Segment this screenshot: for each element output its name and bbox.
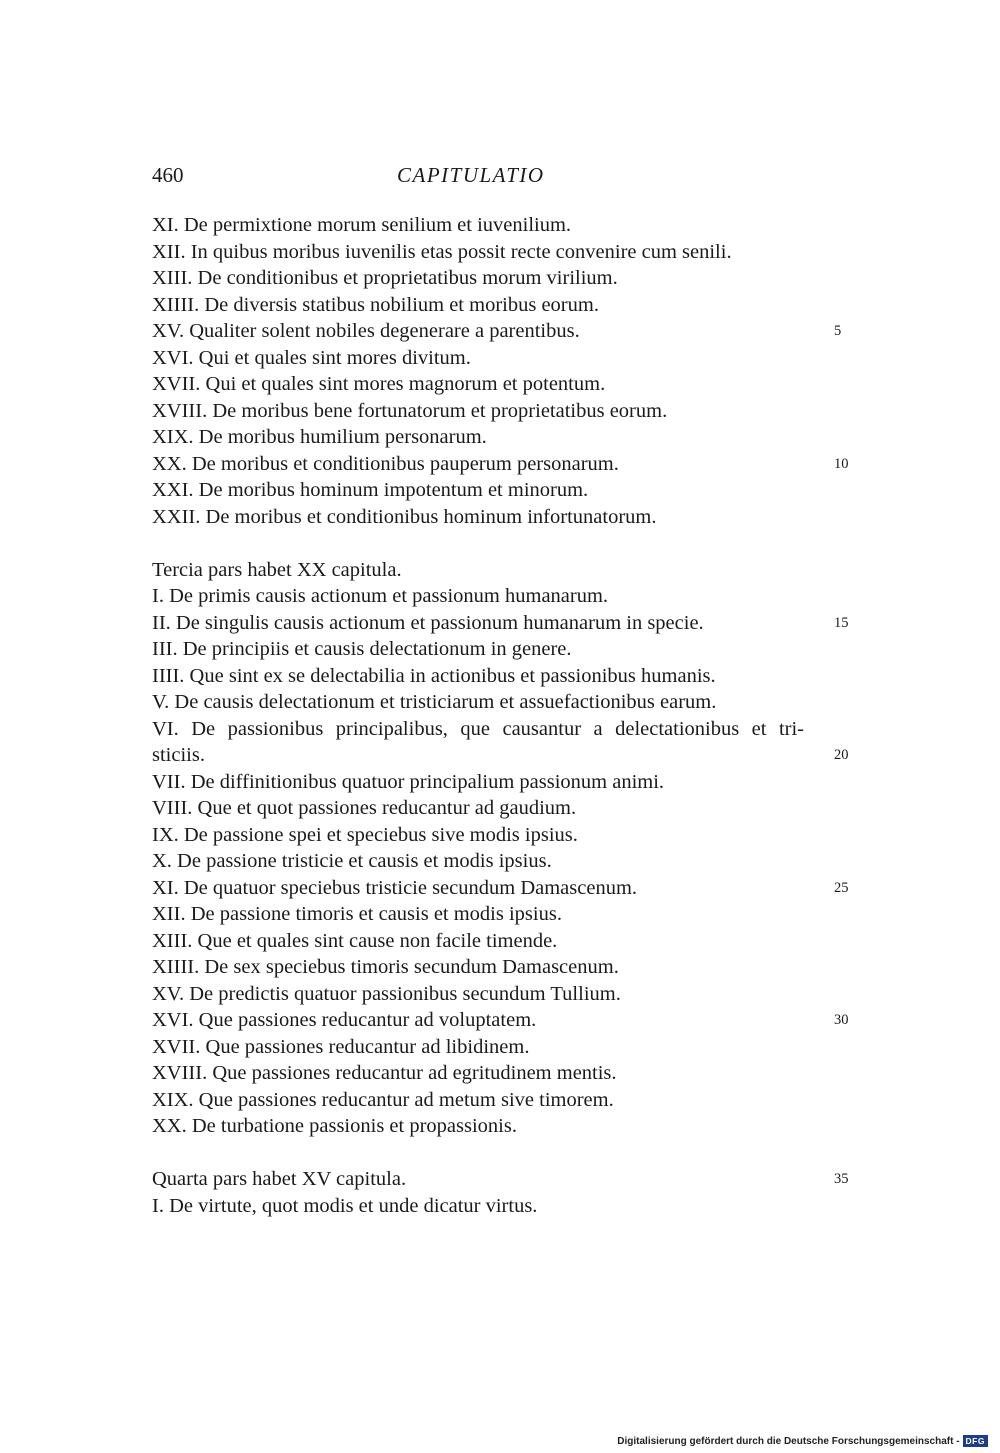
text-line [152, 1060, 842, 1087]
dfg-logo: DFG [963, 1435, 988, 1447]
line-number: 5 [834, 323, 842, 339]
text-line [152, 265, 842, 292]
text-line [152, 398, 842, 425]
line-text: Quarta pars habet XV capitula. [152, 1168, 407, 1190]
text-line [152, 663, 842, 690]
line-text: XXI. De moribus hominum impotentum et minorum. [152, 479, 589, 501]
text-line [152, 292, 842, 319]
line-text: XIIII. De diversis statibus nobilium et moribus eorum. [152, 293, 599, 316]
text-line [152, 371, 842, 398]
blank-line [152, 530, 842, 557]
line-text: IX. De passione spei et speciebus sive modis ipsius. [152, 823, 578, 846]
line-text: XVI. Que passiones reducantur ad voluptatem. [152, 1009, 537, 1031]
line-text: VI. De passionibus principalibus, que causantur a delectationibus et tri- [152, 717, 804, 740]
text-line [152, 1166, 849, 1193]
text-line [152, 795, 842, 822]
line-text: II. De singulis causis actionum et passionum humanarum in specie. [152, 611, 704, 634]
line-number: 10 [834, 455, 849, 472]
line-number: 35 [834, 1171, 849, 1187]
line-text: Tercia pars habet XX capitula. [152, 558, 402, 581]
line-text: XVIII. Que passiones reducantur ad egritudinem mentis. [152, 1062, 617, 1084]
text-line [152, 1087, 842, 1114]
chapter-list [152, 212, 849, 1219]
line-text: VII. De diffinitionibus quatuor principalium passionum animi. [152, 770, 665, 793]
text-line [152, 901, 842, 928]
text-line [152, 504, 842, 531]
line-text: XII. De passione timoris et causis et modis ipsius. [152, 903, 562, 925]
text-line [152, 875, 849, 902]
text-line [152, 239, 842, 266]
line-text: XIIII. De sex speciebus timoris secundum Damascenum. [152, 956, 619, 978]
text-line [152, 557, 842, 584]
footer-text: Digitalisierung gefördert durch die Deutsche Forschungsgemeinschaft - [617, 1435, 960, 1447]
line-text: VIII. Que et quot passiones reducantur ad gaudium. [152, 797, 577, 819]
line-text: XVI. Qui et quales sint mores divitum. [152, 346, 471, 369]
text-line [152, 1193, 842, 1220]
text-line [152, 424, 842, 451]
line-text: III. De principiis et causis delectationum in genere. [152, 638, 572, 660]
text-line [152, 212, 842, 239]
text-line [152, 822, 842, 849]
line-text: I. De primis causis actionum et passionum humanarum. [152, 585, 609, 607]
text-line [152, 769, 842, 796]
line-text: XIII. Que et quales sint cause non facile timende. [152, 929, 558, 952]
digitization-credit [617, 1435, 988, 1447]
line-number: 15 [834, 614, 849, 631]
text-line [152, 848, 842, 875]
text-line [152, 954, 842, 981]
text-line [152, 477, 842, 504]
text-line [152, 636, 842, 663]
text-line [152, 318, 842, 345]
line-text: XVIII. De moribus bene fortunatorum et proprietatibus eorum. [152, 399, 668, 422]
line-number: 30 [834, 1012, 849, 1028]
line-text: XIX. Que passiones reducantur ad metum sive timorem. [152, 1088, 614, 1111]
line-text: XII. In quibus moribus iuvenilis etas possit recte convenire cum senili. [152, 240, 732, 263]
line-text: V. De causis delectationum et tristiciarum et assuefactionibus earum. [152, 691, 717, 713]
line-number: 20 [834, 747, 849, 763]
line-text: XIX. De moribus humilium personarum. [152, 426, 487, 448]
text-line [152, 1113, 842, 1140]
blank-line [152, 1140, 842, 1167]
text-line [152, 345, 842, 372]
text-line [152, 981, 842, 1008]
line-number: 25 [834, 879, 849, 896]
line-text: XV. Qualiter solent nobiles degenerare a parentibus. [152, 320, 580, 342]
text-line [152, 1034, 842, 1061]
running-title: CAPITULATIO [397, 163, 545, 187]
page-number: 460 [152, 163, 184, 187]
line-text: XI. De permixtione morum senilium et iuvenilium. [152, 214, 572, 236]
line-text: X. De passione tristicie et causis et modis ipsius. [152, 850, 552, 872]
text-line [152, 610, 849, 637]
text-line [152, 716, 804, 743]
text-line [152, 742, 849, 769]
text-line [152, 689, 842, 716]
text-line [152, 583, 842, 610]
text-line [152, 1007, 849, 1034]
line-text: XVII. Qui et quales sint mores magnorum et potentum. [152, 373, 606, 395]
line-text: XX. De moribus et conditionibus pauperum personarum. [152, 452, 619, 475]
line-text: I. De virtute, quot modis et unde dicatur virtus. [152, 1194, 538, 1217]
line-text: XIII. De conditionibus et proprietatibus morum virilium. [152, 267, 618, 289]
text-line [152, 928, 842, 955]
text-line [152, 451, 849, 478]
line-text: XV. De predictis quatuor passionibus secundum Tullium. [152, 982, 621, 1005]
line-text: XX. De turbatione passionis et propassionis. [152, 1115, 517, 1137]
line-text: XVII. Que passiones reducantur ad libidinem. [152, 1035, 530, 1058]
line-text: XXII. De moribus et conditionibus hominum infortunatorum. [152, 505, 657, 528]
line-text: XI. De quatuor speciebus tristicie secundum Damascenum. [152, 876, 638, 899]
line-text: IIII. Que sint ex se delectabilia in actionibus et passionibus humanis. [152, 664, 716, 687]
line-text: sticiis. [152, 744, 205, 766]
